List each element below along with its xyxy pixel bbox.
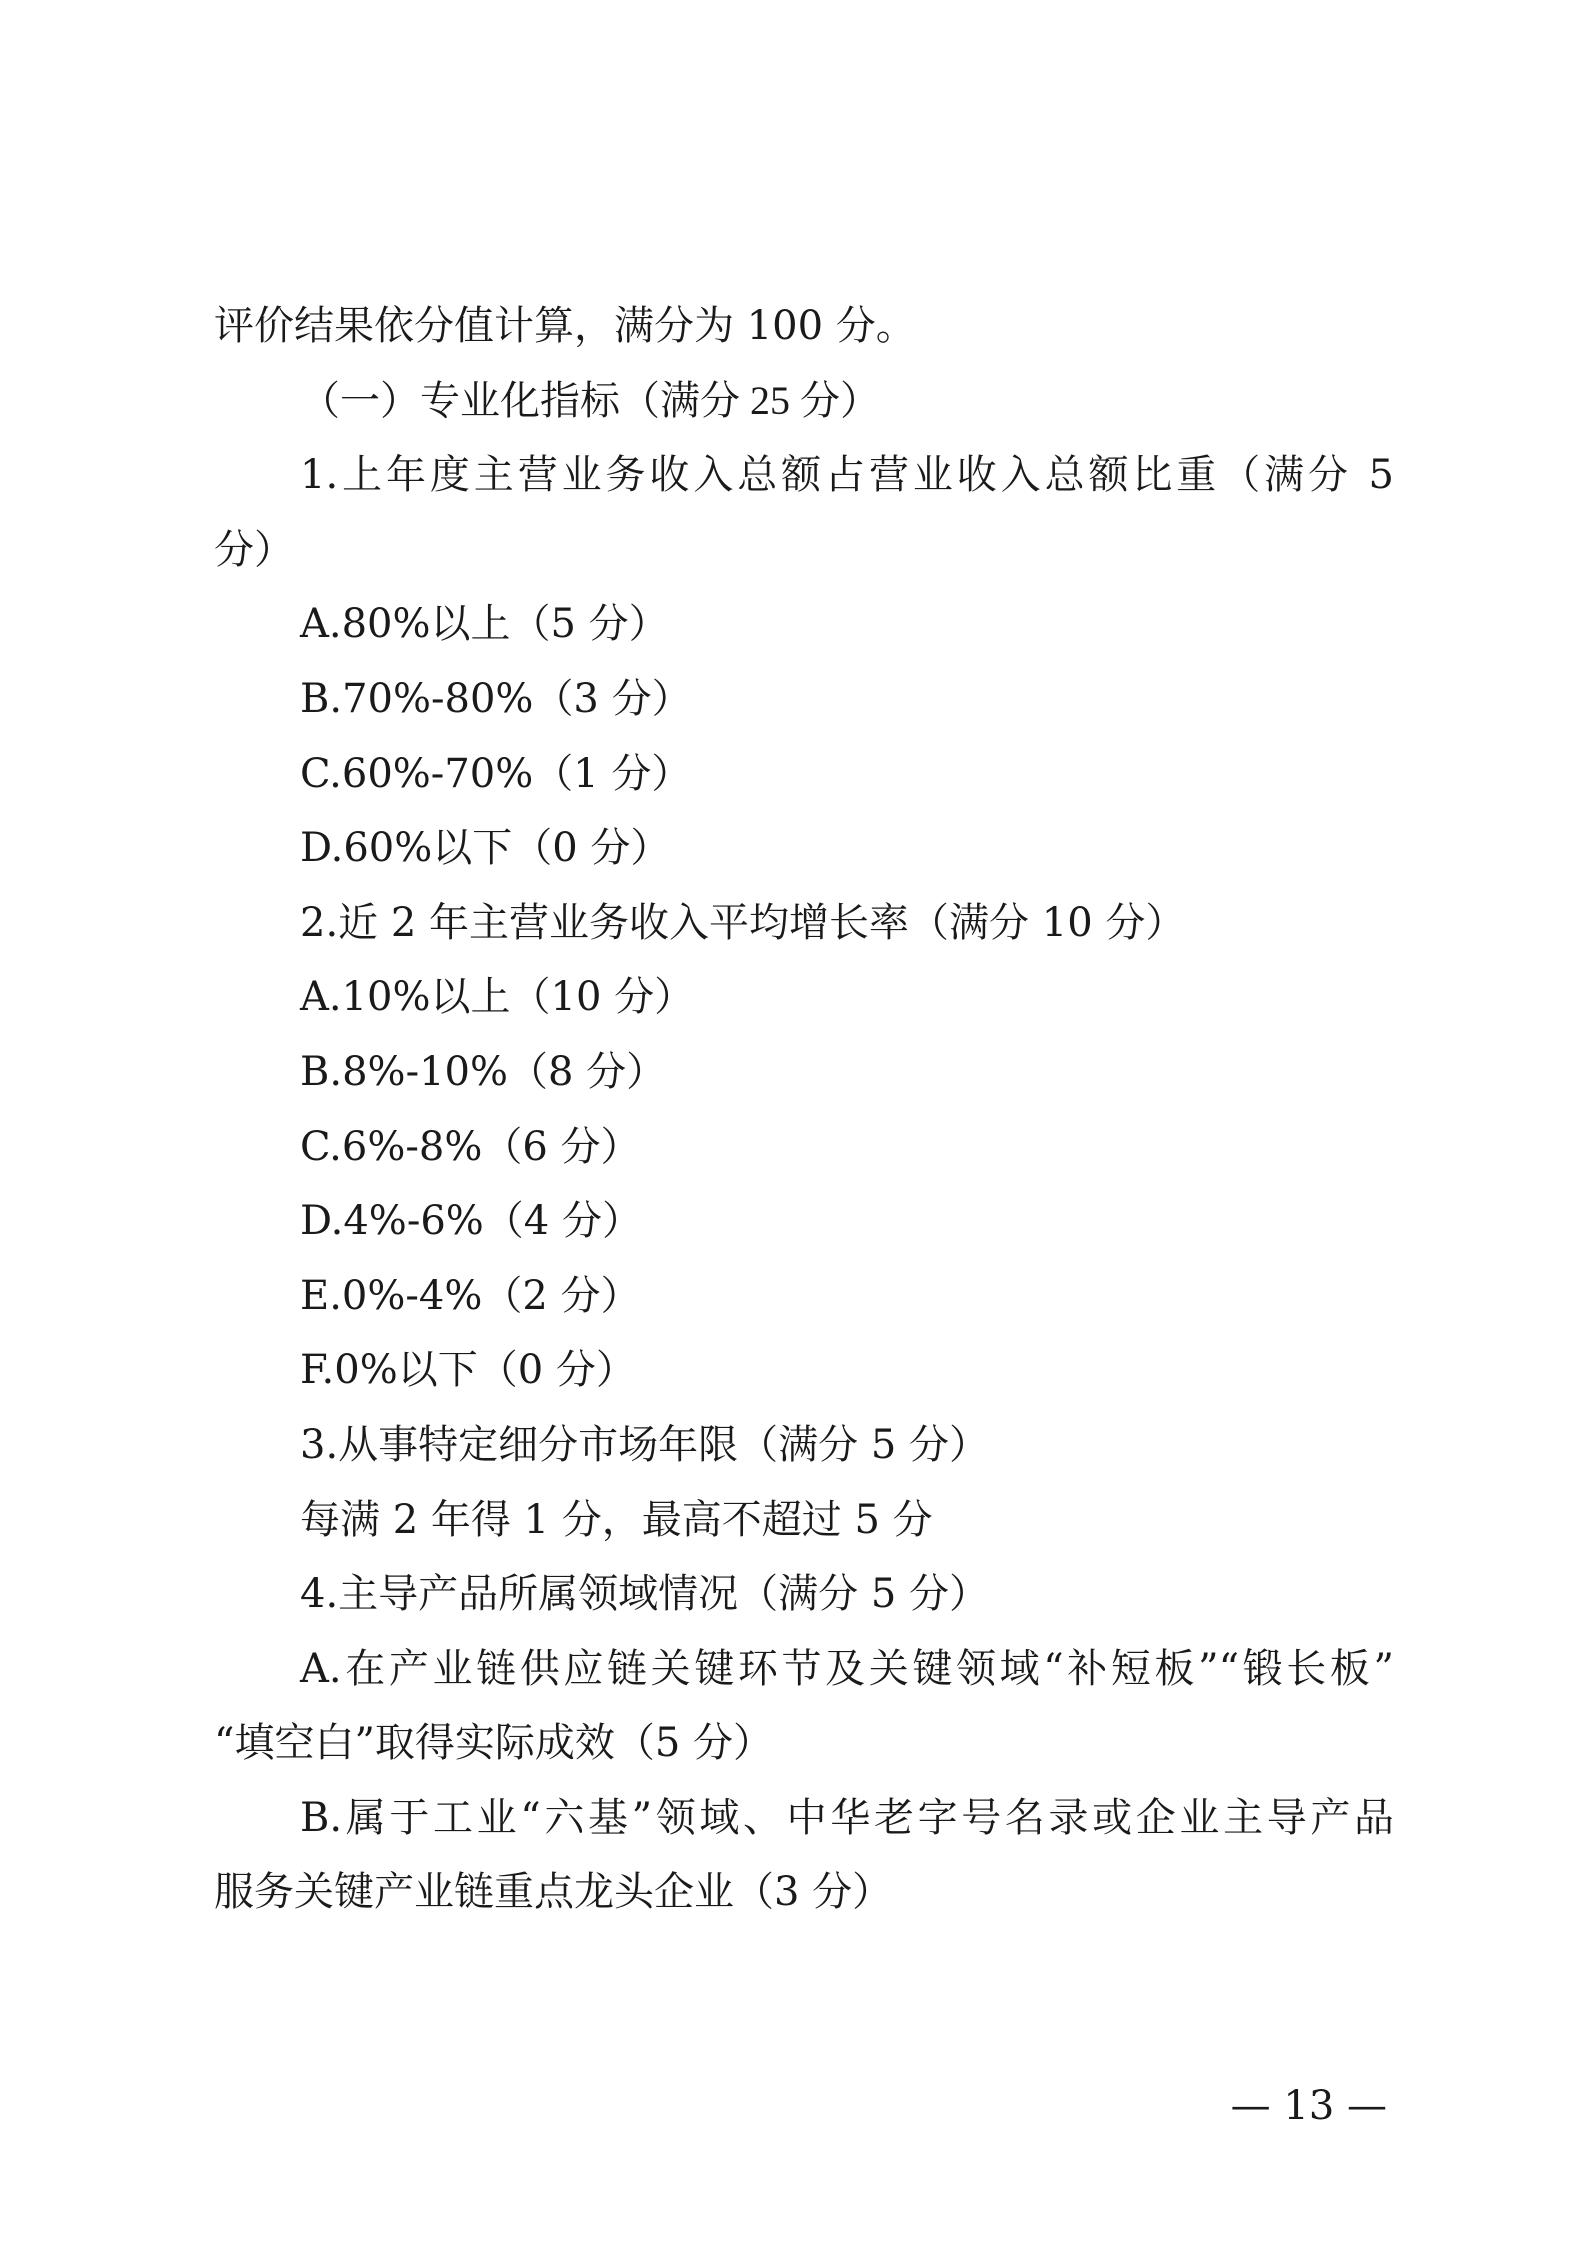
intro-text: 评价结果依分值计算，满分为 100 分。: [214, 303, 916, 349]
criterion-2-option-f: F.0%以下（0 分）: [300, 1347, 636, 1394]
criterion-4-option-b-continued: 服务关键产业链重点龙头企业（3 分）: [214, 1869, 893, 1916]
criterion-1-title: 1.上年度主营业务收入总额占营业收入总额比重（满分 5: [300, 452, 1394, 499]
criterion-4-title: 4.主导产品所属领域情况（满分 5 分）: [300, 1571, 990, 1618]
criterion-2-option-c: C.6%-8%（6 分）: [300, 1123, 641, 1170]
criterion-2-option-b: B.8%-10%（8 分）: [300, 1048, 667, 1095]
criterion-1-option-b: B.70%-80%（3 分）: [300, 675, 692, 722]
criterion-3-title: 3.从事特定细分市场年限（满分 5 分）: [300, 1421, 990, 1468]
page-number: — 13 —: [1230, 2083, 1387, 2129]
criterion-1-option-c: C.60%-70%（1 分）: [300, 750, 692, 797]
criterion-1-title-continued: 分）: [214, 526, 294, 573]
criterion-4-option-b: B.属于工业“六基”领域、中华老字号名录或企业主导产品: [300, 1794, 1394, 1841]
criterion-4-option-a: A.在产业链供应链关键环节及关键领域“补短板”“锻长板”: [300, 1645, 1394, 1692]
criterion-3-rule: 每满 2 年得 1 分，最高不超过 5 分: [300, 1496, 933, 1543]
criterion-2-title: 2.近 2 年主营业务收入平均增长率（满分 10 分）: [300, 899, 1186, 946]
criterion-2-option-e: E.0%-4%（2 分）: [300, 1272, 641, 1319]
document-body: [214, 289, 1394, 1930]
criterion-4-option-a-continued: “填空白”取得实际成效（5 分）: [214, 1720, 774, 1767]
criterion-1-option-d: D.60%以下（0 分）: [300, 825, 671, 872]
criterion-2-option-d: D.4%-6%（4 分）: [300, 1198, 642, 1245]
criterion-2-option-a: A.10%以上（10 分）: [300, 974, 695, 1021]
section-heading: （一）专业化指标（满分 25 分）: [300, 377, 880, 423]
criterion-1-option-a: A.80%以上（5 分）: [300, 601, 669, 648]
